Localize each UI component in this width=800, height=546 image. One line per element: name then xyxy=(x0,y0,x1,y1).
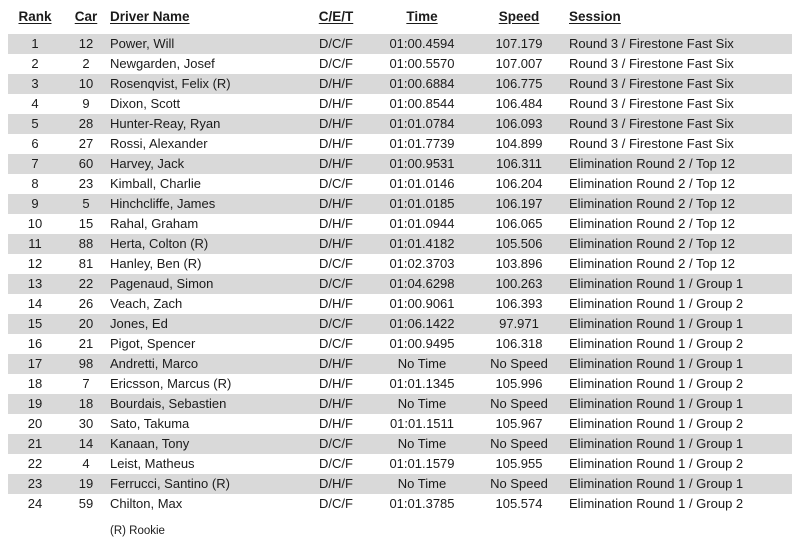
cell-session: Elimination Round 1 / Group 2 xyxy=(569,416,744,431)
cell-speed: No Speed xyxy=(490,396,548,411)
cell-driver: Pagenaud, Simon xyxy=(110,276,214,291)
cell-rank: 12 xyxy=(27,256,43,271)
cell-driver: Leist, Matheus xyxy=(110,456,195,471)
cell-rank: 14 xyxy=(27,296,43,311)
cell-cet: D/H/F xyxy=(319,196,353,211)
cell-car: 4 xyxy=(82,456,90,471)
table-row xyxy=(8,494,792,514)
cell-car: 21 xyxy=(78,336,94,351)
cell-car: 22 xyxy=(78,276,94,291)
cell-time: 01:01.7739 xyxy=(389,136,455,151)
cell-car: 12 xyxy=(78,36,94,51)
cell-cet: D/H/F xyxy=(319,116,353,131)
cell-driver: Ferrucci, Santino (R) xyxy=(110,476,230,491)
table-row xyxy=(8,114,792,134)
cell-speed: 106.065 xyxy=(495,216,543,231)
cell-car: 15 xyxy=(78,216,94,231)
cell-time: 01:00.8544 xyxy=(389,96,455,111)
cell-cet: D/C/F xyxy=(319,56,353,71)
cell-cet: D/H/F xyxy=(319,76,353,91)
cell-session: Elimination Round 1 / Group 1 xyxy=(569,316,744,331)
table-row xyxy=(8,94,792,114)
cell-speed: 106.318 xyxy=(495,336,543,351)
cell-driver: Pigot, Spencer xyxy=(110,336,196,351)
cell-session: Round 3 / Firestone Fast Six xyxy=(569,56,734,71)
cell-speed: 106.393 xyxy=(495,296,543,311)
cell-speed: 104.899 xyxy=(495,136,543,151)
cell-time: 01:00.4594 xyxy=(389,36,455,51)
cell-driver: Rosenqvist, Felix (R) xyxy=(110,76,231,91)
table-row xyxy=(8,314,792,334)
cell-car: 14 xyxy=(78,436,94,451)
column-header-cet: C/E/T xyxy=(318,9,354,24)
cell-speed: 97.971 xyxy=(499,316,539,331)
cell-speed: 105.955 xyxy=(495,456,543,471)
rookie-note: (R) Rookie xyxy=(110,525,165,537)
cell-driver: Bourdais, Sebastien xyxy=(110,396,227,411)
cell-cet: D/H/F xyxy=(319,216,353,231)
cell-time: 01:01.1345 xyxy=(389,376,455,391)
cell-time: 01:01.0146 xyxy=(389,176,455,191)
cell-session: Elimination Round 1 / Group 1 xyxy=(569,476,744,491)
cell-driver: Hunter-Reay, Ryan xyxy=(110,116,221,131)
cell-speed: 107.007 xyxy=(495,56,543,71)
cell-time: 01:01.0185 xyxy=(389,196,455,211)
cell-rank: 15 xyxy=(27,316,43,331)
cell-car: 2 xyxy=(82,56,90,71)
cell-car: 18 xyxy=(78,396,94,411)
table-row xyxy=(8,194,792,214)
table-row xyxy=(8,394,792,414)
cell-cet: D/H/F xyxy=(319,356,353,371)
cell-rank: 19 xyxy=(27,396,43,411)
cell-cet: D/H/F xyxy=(319,236,353,251)
cell-rank: 9 xyxy=(31,196,39,211)
cell-rank: 21 xyxy=(27,436,43,451)
cell-driver: Harvey, Jack xyxy=(110,156,185,171)
cell-driver: Power, Will xyxy=(110,36,175,51)
table-row xyxy=(8,414,792,434)
column-header-rank: Rank xyxy=(18,9,52,24)
cell-cet: D/C/F xyxy=(319,276,353,291)
cell-car: 30 xyxy=(78,416,94,431)
cell-driver: Dixon, Scott xyxy=(110,96,181,111)
cell-session: Elimination Round 1 / Group 1 xyxy=(569,356,744,371)
cell-session: Elimination Round 1 / Group 1 xyxy=(569,436,744,451)
cell-session: Elimination Round 2 / Top 12 xyxy=(569,216,735,231)
cell-cet: D/C/F xyxy=(319,496,353,511)
cell-time: 01:00.6884 xyxy=(389,76,455,91)
cell-driver: Rossi, Alexander xyxy=(110,136,208,151)
cell-car: 20 xyxy=(78,316,94,331)
cell-time: 01:01.0784 xyxy=(389,116,455,131)
cell-rank: 16 xyxy=(27,336,43,351)
table-row xyxy=(8,274,792,294)
cell-car: 28 xyxy=(78,116,94,131)
cell-car: 59 xyxy=(78,496,94,511)
cell-rank: 6 xyxy=(31,136,39,151)
table-row xyxy=(8,334,792,354)
cell-cet: D/C/F xyxy=(319,456,353,471)
cell-session: Round 3 / Firestone Fast Six xyxy=(569,96,734,111)
cell-cet: D/H/F xyxy=(319,136,353,151)
cell-speed: 105.996 xyxy=(495,376,543,391)
cell-session: Elimination Round 1 / Group 2 xyxy=(569,456,744,471)
cell-speed: No Speed xyxy=(490,356,548,371)
cell-speed: 105.506 xyxy=(495,236,543,251)
cell-cet: D/C/F xyxy=(319,336,353,351)
table-row xyxy=(8,154,792,174)
cell-speed: 106.204 xyxy=(495,176,543,191)
cell-time: 01:01.0944 xyxy=(389,216,455,231)
cell-cet: D/H/F xyxy=(319,296,353,311)
cell-session: Round 3 / Firestone Fast Six xyxy=(569,136,734,151)
cell-speed: 105.574 xyxy=(495,496,543,511)
cell-session: Elimination Round 2 / Top 12 xyxy=(569,176,735,191)
cell-session: Round 3 / Firestone Fast Six xyxy=(569,36,734,51)
cell-session: Elimination Round 2 / Top 12 xyxy=(569,156,735,171)
cell-rank: 8 xyxy=(31,176,39,191)
cell-car: 5 xyxy=(82,196,90,211)
cell-speed: No Speed xyxy=(490,476,548,491)
cell-time: 01:06.1422 xyxy=(389,316,455,331)
cell-rank: 23 xyxy=(27,476,43,491)
cell-session: Round 3 / Firestone Fast Six xyxy=(569,76,734,91)
results-body xyxy=(8,34,792,514)
cell-time: 01:00.9061 xyxy=(389,296,455,311)
cell-session: Elimination Round 1 / Group 2 xyxy=(569,336,744,351)
cell-car: 26 xyxy=(78,296,94,311)
cell-speed: 106.311 xyxy=(495,156,543,171)
header-row xyxy=(8,5,792,34)
cell-time: No Time xyxy=(397,436,447,451)
cell-cet: D/C/F xyxy=(319,256,353,271)
cell-driver: Hanley, Ben (R) xyxy=(110,256,202,271)
cell-car: 19 xyxy=(78,476,94,491)
cell-speed: 106.775 xyxy=(495,76,543,91)
cell-rank: 3 xyxy=(31,76,39,91)
table-row xyxy=(8,454,792,474)
cell-session: Elimination Round 1 / Group 1 xyxy=(569,396,744,411)
cell-session: Elimination Round 1 / Group 2 xyxy=(569,296,744,311)
cell-driver: Andretti, Marco xyxy=(110,356,199,371)
cell-cet: D/H/F xyxy=(319,396,353,411)
cell-driver: Rahal, Graham xyxy=(110,216,199,231)
cell-speed: 106.093 xyxy=(495,116,543,131)
cell-speed: 107.179 xyxy=(495,36,543,51)
cell-session: Elimination Round 1 / Group 2 xyxy=(569,376,744,391)
table-row xyxy=(8,74,792,94)
table-row xyxy=(8,434,792,454)
table-row xyxy=(8,34,792,54)
cell-rank: 20 xyxy=(27,416,43,431)
cell-cet: D/C/F xyxy=(319,316,353,331)
cell-time: 01:01.1511 xyxy=(389,416,455,431)
table-row xyxy=(8,54,792,74)
cell-rank: 11 xyxy=(28,236,42,251)
cell-speed: 103.896 xyxy=(495,256,543,271)
cell-car: 10 xyxy=(78,76,94,91)
column-header-speed: Speed xyxy=(498,9,540,24)
cell-car: 98 xyxy=(78,356,94,371)
cell-time: No Time xyxy=(397,356,447,371)
table-row xyxy=(8,254,792,274)
cell-session: Elimination Round 1 / Group 1 xyxy=(569,276,744,291)
column-header-session: Session xyxy=(569,9,621,24)
cell-time: 01:01.4182 xyxy=(389,236,455,251)
column-header-car: Car xyxy=(74,9,98,24)
cell-car: 23 xyxy=(78,176,94,191)
cell-driver: Ericsson, Marcus (R) xyxy=(110,376,232,391)
cell-time: 01:00.9495 xyxy=(389,336,455,351)
cell-cet: D/H/F xyxy=(319,156,353,171)
cell-car: 88 xyxy=(78,236,94,251)
cell-speed: No Speed xyxy=(490,436,548,451)
table-row xyxy=(8,354,792,374)
cell-session: Elimination Round 2 / Top 12 xyxy=(569,196,735,211)
cell-rank: 17 xyxy=(27,356,43,371)
cell-time: 01:00.9531 xyxy=(389,156,455,171)
cell-rank: 4 xyxy=(31,96,39,111)
cell-car: 9 xyxy=(82,96,90,111)
table-row xyxy=(8,374,792,394)
cell-cet: D/H/F xyxy=(319,376,353,391)
cell-rank: 18 xyxy=(27,376,43,391)
cell-driver: Hinchcliffe, James xyxy=(110,196,216,211)
cell-cet: D/C/F xyxy=(319,436,353,451)
cell-cet: D/C/F xyxy=(319,176,353,191)
cell-session: Elimination Round 2 / Top 12 xyxy=(569,236,735,251)
qualifying-results-table xyxy=(8,5,792,514)
cell-time: 01:04.6298 xyxy=(389,276,455,291)
cell-cet: D/C/F xyxy=(319,36,353,51)
table-row xyxy=(8,294,792,314)
cell-session: Elimination Round 2 / Top 12 xyxy=(569,256,735,271)
cell-driver: Newgarden, Josef xyxy=(110,56,215,71)
cell-time: No Time xyxy=(397,396,447,411)
table-row xyxy=(8,234,792,254)
table-row xyxy=(8,474,792,494)
cell-car: 60 xyxy=(78,156,94,171)
cell-rank: 22 xyxy=(27,456,43,471)
cell-session: Round 3 / Firestone Fast Six xyxy=(569,116,734,131)
cell-rank: 24 xyxy=(27,496,43,511)
cell-driver: Herta, Colton (R) xyxy=(110,236,209,251)
table-row xyxy=(8,174,792,194)
cell-car: 7 xyxy=(82,376,90,391)
cell-speed: 100.263 xyxy=(495,276,543,291)
cell-driver: Veach, Zach xyxy=(110,296,183,311)
cell-rank: 10 xyxy=(27,216,43,231)
cell-rank: 13 xyxy=(27,276,43,291)
column-header-time: Time xyxy=(406,9,438,24)
cell-rank: 1 xyxy=(31,36,39,51)
cell-speed: 106.197 xyxy=(495,196,543,211)
cell-driver: Kimball, Charlie xyxy=(110,176,202,191)
cell-car: 81 xyxy=(78,256,94,271)
cell-car: 27 xyxy=(78,136,94,151)
cell-time: 01:01.3785 xyxy=(389,496,455,511)
cell-driver: Chilton, Max xyxy=(110,496,183,511)
cell-speed: 106.484 xyxy=(495,96,543,111)
column-header-driver: Driver Name xyxy=(110,9,190,24)
table-row xyxy=(8,214,792,234)
cell-time: 01:02.3703 xyxy=(389,256,455,271)
cell-cet: D/H/F xyxy=(319,96,353,111)
cell-cet: D/H/F xyxy=(319,416,353,431)
cell-driver: Sato, Takuma xyxy=(110,416,190,431)
cell-rank: 2 xyxy=(31,56,39,71)
cell-time: 01:01.1579 xyxy=(389,456,455,471)
cell-speed: 105.967 xyxy=(495,416,543,431)
cell-driver: Kanaan, Tony xyxy=(110,436,190,451)
cell-rank: 5 xyxy=(31,116,39,131)
cell-time: No Time xyxy=(397,476,447,491)
cell-session: Elimination Round 1 / Group 2 xyxy=(569,496,744,511)
cell-cet: D/H/F xyxy=(319,476,353,491)
cell-rank: 7 xyxy=(31,156,39,171)
cell-driver: Jones, Ed xyxy=(110,316,168,331)
cell-time: 01:00.5570 xyxy=(389,56,455,71)
table-row xyxy=(8,134,792,154)
